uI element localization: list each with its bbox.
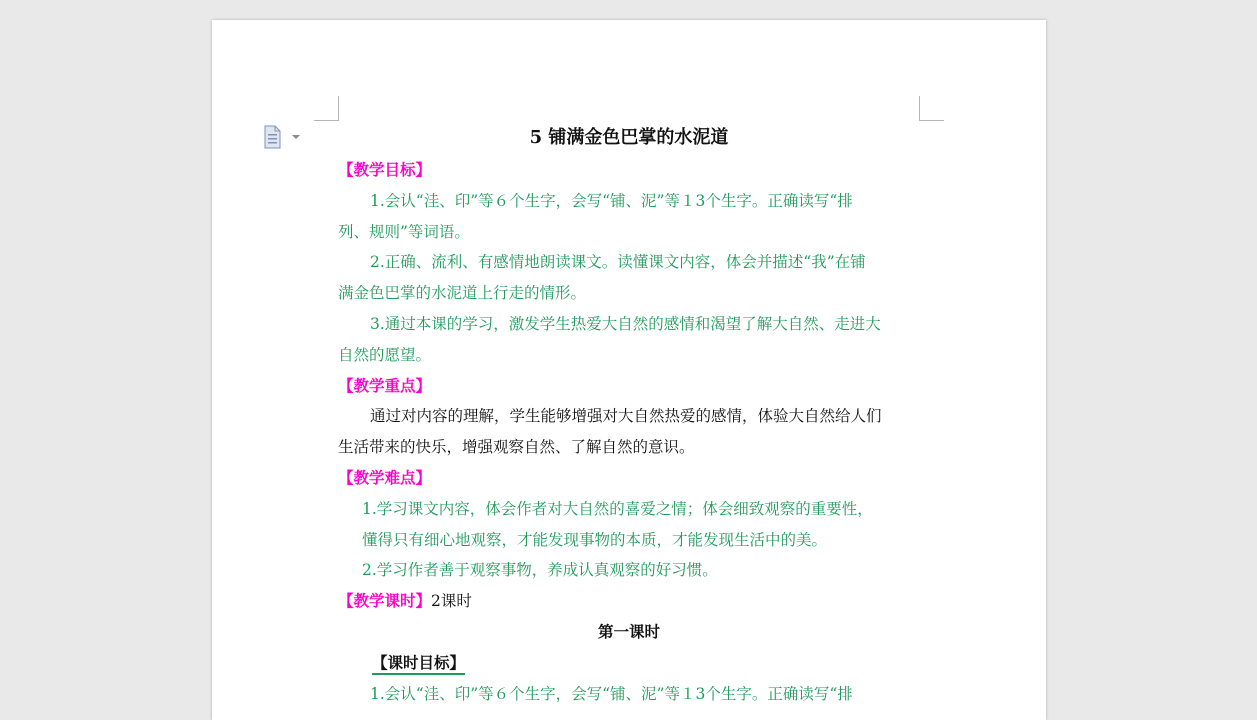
- lesson-goal-1-partial: 1.会认“洼、印”等６个生字，会写“铺、泥”等１3个生字。正确读写“排: [370, 684, 853, 703]
- difficulty-1-line-2: 懂得只有细心地观察，才能发现事物的本质，才能发现生活中的美。: [362, 530, 828, 549]
- heading-key-points: 【教学重点】: [338, 375, 432, 395]
- lesson-goal-heading-text: 【课时目标】: [372, 653, 465, 675]
- document-page: [212, 20, 1046, 720]
- key-line-1: 通过对内容的理解，学生能够增强对大自然热爱的感情，体验大自然给人们: [370, 407, 882, 426]
- goal-1-line-2: 列、规则”等词语。: [338, 222, 470, 241]
- goal-3-line-2: 自然的愿望。: [338, 345, 432, 364]
- heading-difficulties: 【教学难点】: [338, 467, 432, 487]
- document-icon[interactable]: [263, 124, 305, 150]
- chevron-down-icon: [292, 135, 300, 139]
- goal-2-line-2: 满金色巴掌的水泥道上行走的情形。: [338, 284, 587, 303]
- hours-line: [338, 586, 920, 617]
- goal-1-line-1: 1.会认“洼、印”等６个生字，会写“铺、泥”等１3个生字。正确读写“排: [370, 191, 853, 210]
- goal-3-line-1: 3.通过本课的学习，激发学生热爱大自然的感情和渴望了解大自然、走进大: [370, 314, 881, 333]
- document-title: 5 铺满金色巴掌的水泥道: [529, 127, 729, 148]
- goal-2-line-1: 2.正确、流利、有感情地朗读课文。读懂课文内容，体会并描述“我”在铺: [370, 253, 866, 272]
- section-title: 第一课时: [597, 621, 660, 641]
- heading-hours: 【教学课时】: [338, 591, 432, 611]
- difficulty-1-line-1: 1.学习课文内容，体会作者对大自然的喜爱之情；体会细致观察的重要性，: [362, 499, 873, 518]
- margin-corner-top-right: [919, 96, 944, 121]
- hours-value: 2课时: [431, 592, 472, 611]
- heading-goals: 【教学目标】: [338, 160, 432, 179]
- difficulty-2: 2.学习作者善于观察事物，养成认真观察的好习惯。: [362, 561, 718, 580]
- lesson-goal-heading: [338, 648, 920, 679]
- key-line-2: 生活带来的快乐，增强观察自然、了解自然的意识。: [338, 438, 695, 457]
- margin-corner-top-left: [314, 96, 339, 121]
- document-body: [338, 120, 920, 709]
